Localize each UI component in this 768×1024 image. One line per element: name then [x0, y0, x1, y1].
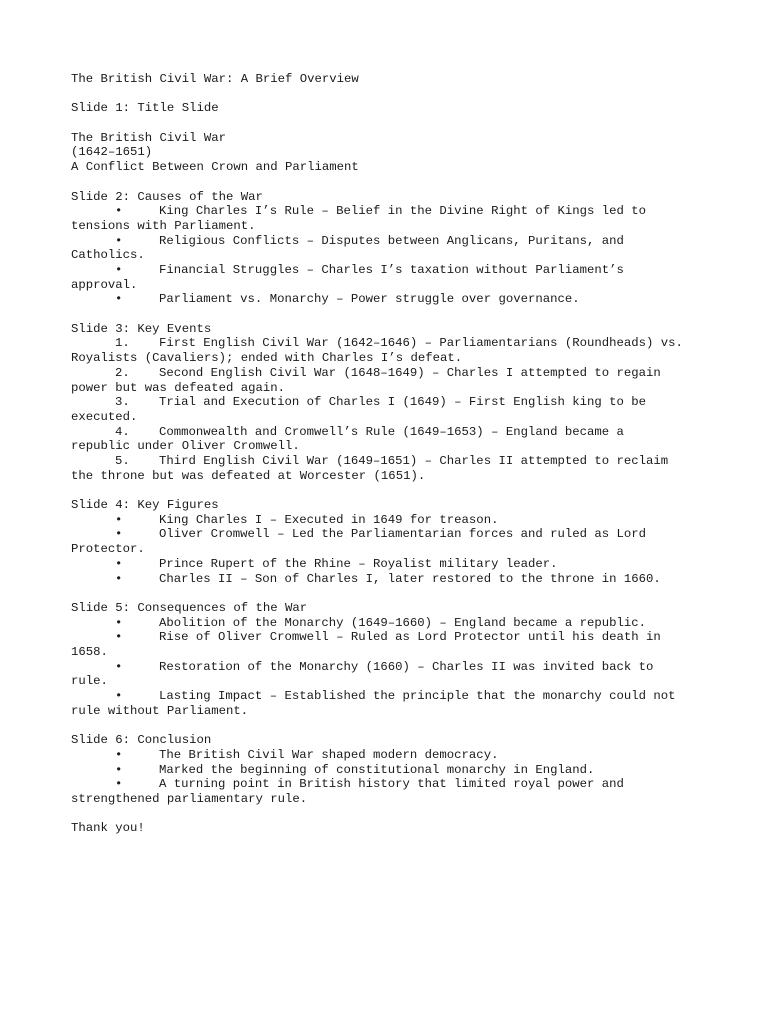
bullet-marker: •: [115, 262, 123, 277]
list-item-text: Parliament vs. Monarchy – Power struggle over governance.: [159, 292, 580, 307]
list-item: [71, 336, 711, 351]
list-item-text: Financial Struggles – Charles I’s taxation without Parliament’s: [159, 262, 624, 277]
list-item-text: Religious Conflicts – Disputes between Anglicans, Puritans, and: [159, 233, 624, 248]
list-item-continuation: tensions with Parliament.: [71, 218, 256, 233]
list-item-text: The British Civil War shaped modern democracy.: [159, 747, 499, 762]
list-item-text: A turning point in British history that limited royal power and: [159, 777, 624, 792]
spacer: [71, 116, 711, 131]
bullet-marker: •: [115, 747, 123, 762]
spacer: [71, 586, 711, 601]
list-item: [71, 660, 711, 675]
list-item: [71, 395, 711, 410]
bullet-marker: •: [115, 512, 123, 527]
list-item: [71, 366, 711, 381]
slide1-line: The British Civil War: [71, 130, 226, 145]
list-item: [71, 777, 711, 792]
list-item-text: Third English Civil War (1649–1651) – Charles II attempted to reclaim: [159, 454, 669, 468]
list-item-continuation: executed.: [71, 409, 138, 424]
spacer: [71, 87, 711, 102]
list-item: [71, 204, 711, 219]
list-item-text: Abolition of the Monarchy (1649–1660) – England became a republic.: [159, 615, 647, 630]
slide2-heading: Slide 2: Causes of the War: [71, 189, 263, 204]
slide6-list: [71, 748, 711, 807]
slide4-list: [71, 513, 711, 587]
list-item-continuation: strengthened parliamentary rule.: [71, 792, 308, 806]
slide5-heading: Slide 5: Consequences of the War: [71, 600, 308, 615]
bullet-marker: •: [115, 689, 123, 704]
number-marker: 1.: [115, 336, 130, 351]
list-item-continuation: republic under Oliver Cromwell.: [71, 439, 300, 454]
list-item-continuation: rule.: [71, 674, 108, 689]
list-item: [71, 748, 711, 763]
slide2-list: [71, 204, 711, 307]
list-item: [71, 527, 711, 542]
slide3-list: [71, 336, 711, 483]
closing-text: Thank you!: [71, 821, 145, 836]
list-item-text: Marked the beginning of constitutional monarchy in England.: [159, 762, 595, 777]
bullet-marker: •: [115, 556, 123, 571]
list-item-text: Lasting Impact – Established the principle that the monarchy could not: [159, 689, 676, 704]
bullet-marker: •: [115, 204, 123, 219]
list-item-text: Restoration of the Monarchy (1660) – Charles II was invited back to: [159, 659, 654, 674]
list-item-continuation: approval.: [71, 277, 138, 292]
bullet-marker: •: [115, 292, 123, 307]
list-item: [71, 263, 711, 278]
slide5-list: [71, 616, 711, 719]
list-item-text: Trial and Execution of Charles I (1649) – First English king to be: [159, 395, 647, 410]
slide3-heading: Slide 3: Key Events: [71, 321, 212, 336]
slide1-line: A Conflict Between Crown and Parliament: [71, 160, 359, 175]
list-item: [71, 763, 711, 778]
list-item-continuation: power but was defeated again.: [71, 380, 286, 395]
document-body: [71, 72, 711, 836]
document-title: The British Civil War: A Brief Overview: [71, 72, 359, 86]
number-marker: 3.: [115, 395, 130, 410]
list-item: [71, 234, 711, 249]
bullet-marker: •: [115, 630, 123, 645]
list-item-continuation: the throne but was defeated at Worcester (1651).: [71, 468, 426, 483]
list-item-continuation: 1658.: [71, 645, 108, 660]
list-item-text: King Charles I – Executed in 1649 for treason.: [159, 512, 499, 527]
list-item: [71, 616, 711, 631]
list-item: [71, 292, 711, 307]
list-item: [71, 572, 711, 587]
number-marker: 4.: [115, 424, 130, 439]
list-item: [71, 425, 711, 440]
spacer: [71, 719, 711, 734]
slide1-heading: Slide 1: Title Slide: [71, 101, 219, 116]
number-marker: 5.: [115, 454, 130, 468]
list-item-text: Commonwealth and Cromwell’s Rule (1649–1653) – England became a: [159, 424, 624, 439]
list-item-text: King Charles I’s Rule – Belief in the Divine Right of Kings led to: [159, 204, 647, 219]
spacer: [71, 807, 711, 822]
bullet-marker: •: [115, 527, 123, 542]
list-item-text: Charles II – Son of Charles I, later restored to the throne in 1660.: [159, 571, 661, 586]
list-item: [71, 630, 711, 645]
bullet-marker: •: [115, 615, 123, 630]
slide1-line: (1642–1651): [71, 145, 153, 160]
slide4-heading: Slide 4: Key Figures: [71, 498, 219, 513]
list-item: [71, 513, 711, 528]
list-item-text: First English Civil War (1642–1646) – Parliamentarians (Roundheads) vs.: [159, 336, 683, 351]
bullet-marker: •: [115, 571, 123, 586]
list-item-text: Oliver Cromwell – Led the Parliamentarian forces and ruled as Lord: [159, 527, 647, 542]
list-item: [71, 454, 711, 469]
spacer: [71, 175, 711, 190]
slide6-heading: Slide 6: Conclusion: [71, 733, 212, 748]
spacer: [71, 307, 711, 322]
bullet-marker: •: [115, 762, 123, 777]
number-marker: 2.: [115, 365, 130, 380]
list-item-text: Rise of Oliver Cromwell – Ruled as Lord Protector until his death in: [159, 630, 661, 645]
list-item-text: Second English Civil War (1648–1649) – Charles I attempted to regain: [159, 365, 661, 380]
spacer: [71, 483, 711, 498]
bullet-marker: •: [115, 777, 123, 792]
list-item-continuation: Catholics.: [71, 248, 145, 263]
list-item-continuation: Royalists (Cavaliers); ended with Charles I’s defeat.: [71, 351, 463, 366]
list-item-continuation: Protector.: [71, 542, 145, 557]
bullet-marker: •: [115, 233, 123, 248]
list-item-text: Prince Rupert of the Rhine – Royalist military leader.: [159, 556, 558, 571]
list-item: [71, 689, 711, 704]
list-item-continuation: rule without Parliament.: [71, 703, 249, 718]
bullet-marker: •: [115, 659, 123, 674]
list-item: [71, 557, 711, 572]
